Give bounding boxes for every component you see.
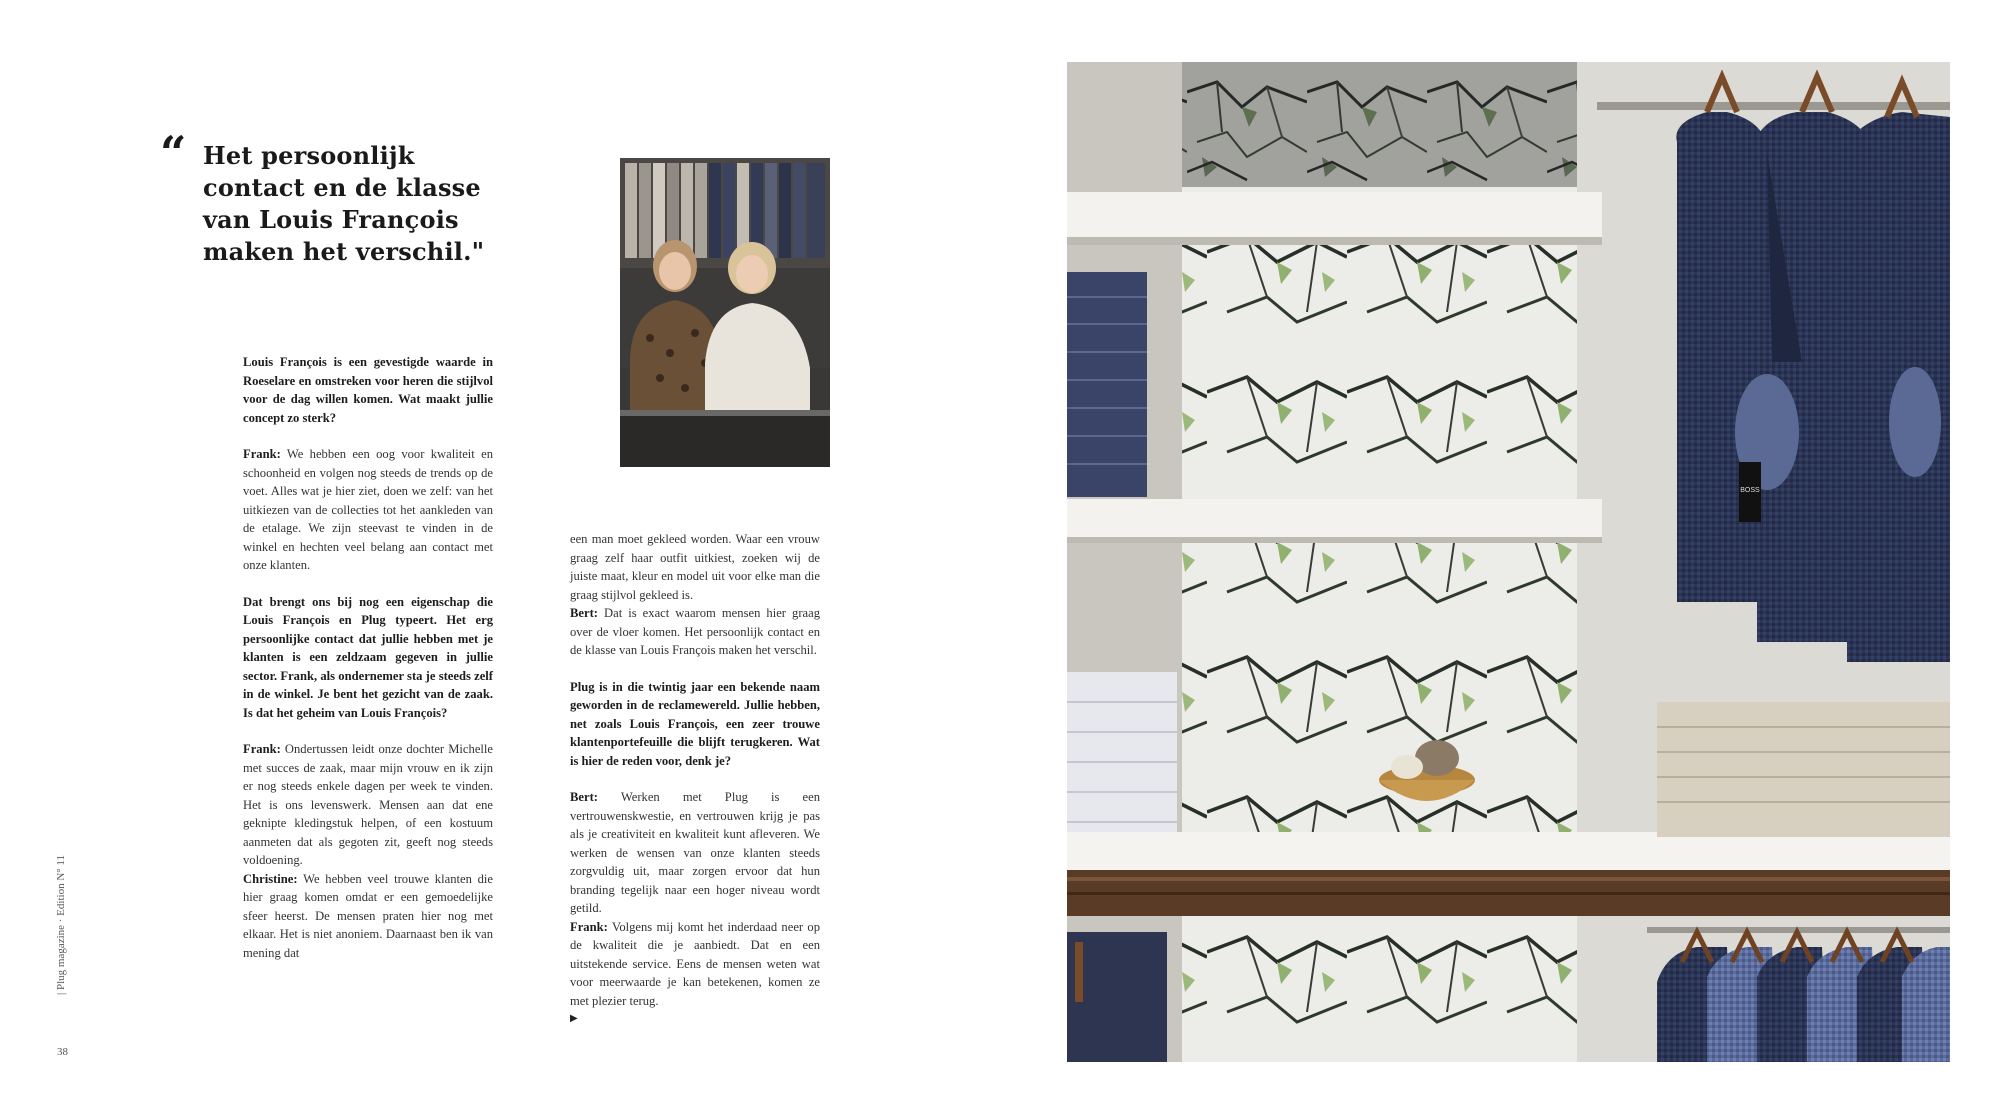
end-of-article-icon: ▶ [570, 1013, 578, 1024]
brand-tag: BOSS [1740, 487, 1760, 494]
speaker-name: Bert: [570, 606, 598, 620]
speaker-name: Bert: [570, 790, 598, 804]
answer-continuation: een man moet gekleed worden. Waar een vrouw graag zelf haar outfit uitkiest, zoeken wij de juiste maat, kleur en model uit voor elke man die graag stijlvol gekleed is. [570, 532, 820, 602]
answer-text: We hebben een oog voor kwaliteit en schoonheid en volgen nog steeds de trends op de voet. Alles wat je hier ziet, doen we zelf: van het uitkiezen van de collecties tot het aankleden van de etalage. We zijn steevast te vinden in de winkel en hechten veel belang aan contact met onze klanten. [243, 447, 493, 572]
article-column-1 [243, 353, 493, 962]
interview-answer [570, 788, 820, 918]
interview-question: Dat brengt ons bij nog een eigenschap die Louis François en Plug typeert. Het erg persoonlijke contact dat jullie hebben met je klanten is een zeldzaam gegeven in jullie sector. Frank, als ondernemer sta je steeds zelf in de winkel. Je bent het gezicht van de zaak. Is dat het geheim van Louis François? [243, 594, 493, 720]
portrait-photo [620, 158, 830, 467]
pull-quote: Het persoonlijk contact en de klasse van Louis François maken het verschil." [203, 141, 485, 266]
quote-mark-icon: “ [160, 126, 187, 180]
answer-text: Werken met Plug is een vertrouwenskwestie, en vertrouwen krijg je pas als je creativiteit en kwaliteit kunt afleveren. We werken de wensen van onze klanten steeds zorgvuldig uit, maar zorgen ervoor dat hun branding tegelijk naar een hoger niveau wordt getild. [570, 790, 821, 915]
interview-question: Louis François is een gevestigde waarde in Roeselare en omstreken voor heren die stijlvol voor de dag willen komen. Wat maakt jullie concept zo sterk? [243, 355, 493, 425]
speaker-name: Frank: [243, 447, 281, 461]
interview-answer [243, 445, 493, 575]
interview-answer [570, 604, 820, 660]
speaker-name: Christine: [243, 871, 298, 886]
interview-answer [243, 870, 493, 963]
answer-text: Dat is exact waarom mensen hier graag over de vloer komen. Het persoonlijk contact en de klasse van Louis François maken het verschil. [570, 606, 820, 657]
article-column-2 [570, 530, 820, 1010]
magazine-spine-label: | Plug magazine · Edition N° 11 [55, 854, 67, 995]
speaker-name: Frank: [243, 742, 281, 756]
speaker-name: Frank: [570, 919, 608, 934]
shop-interior-photo [1067, 62, 1950, 1062]
page-number: 38 [57, 1046, 68, 1058]
answer-text: Volgens mij komt het inderdaad neer op de kwaliteit die je aanbiedt. Dat en een uitstekende service. Eens de mensen weten wat voor meerwaarde je kan betekenen, komen ze met plezier terug. [570, 919, 820, 1008]
answer-text: We hebben veel trouwe klanten die hier graag komen omdat er een gemoedelijke sfeer heerst. De mensen praten hier nog met elkaar. Het is niet anoniem. Daarnaast ben ik van mening dat [243, 871, 493, 960]
answer-text: Ondertussen leidt onze dochter Michelle met succes de zaak, maar mijn vrouw en ik zijn er nog steeds enkele dagen per week te vinden. Het is ons levenswerk. Mensen aan dat ene geknipte kledingstuk helpen, of een kostuum aanmeten dat als gegoten zit, geeft nog steeds voldoening. [243, 742, 493, 867]
interview-answer [570, 918, 820, 1011]
interview-question: Plug is in die twintig jaar een bekende naam geworden in de reclamewereld. Jullie hebben, net zoals Louis François, een zeer trouwe klantenportefeuille die blijft terugkeren. Wat is hier de reden voor, denk je? [570, 679, 820, 768]
interview-answer [243, 740, 493, 870]
